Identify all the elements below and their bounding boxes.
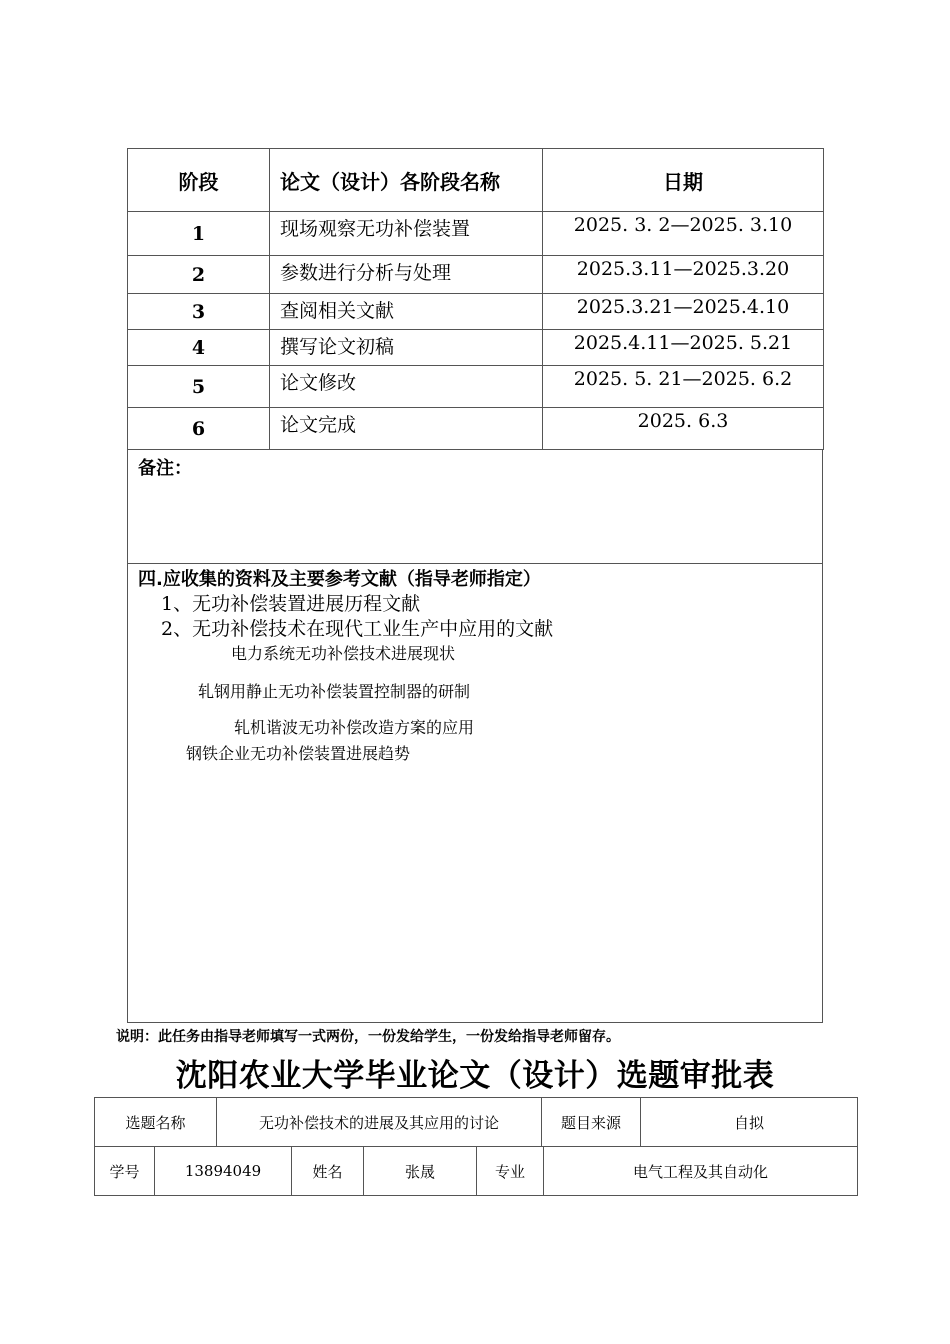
stage-number: 4 xyxy=(128,330,270,366)
stage-number: 1 xyxy=(128,212,270,256)
topic-label: 选题名称 xyxy=(95,1098,217,1147)
table-row xyxy=(128,256,824,294)
student-id-value: 13894049 xyxy=(155,1147,292,1196)
table-row xyxy=(128,330,824,366)
student-name-value: 张晟 xyxy=(364,1147,477,1196)
student-id-label: 学号 xyxy=(95,1147,155,1196)
stage-name: 参数进行分析与处理 xyxy=(270,256,543,294)
reference-item: 1、无功补偿装置进展历程文献 xyxy=(161,593,421,615)
stage-name: 撰写论文初稿 xyxy=(270,330,543,366)
schedule-table xyxy=(127,148,824,450)
stage-number: 5 xyxy=(128,366,270,408)
stage-name: 现场观察无功补偿装置 xyxy=(270,212,543,256)
stage-date: 2025.3.11—2025.3.20 xyxy=(543,256,824,294)
student-name-label: 姓名 xyxy=(292,1147,364,1196)
major-value: 电气工程及其自动化 xyxy=(544,1147,858,1196)
approval-table-row2 xyxy=(94,1146,858,1196)
stage-date: 2025.3.21—2025.4.10 xyxy=(543,294,824,330)
reference-item: 电力系统无功补偿技术进展现状 xyxy=(231,644,456,663)
approval-title: 沈阳农业大学毕业论文（设计）选题审批表 xyxy=(175,1058,775,1094)
table-row xyxy=(128,408,824,450)
reference-item: 轧钢用静止无功补偿装置控制器的研制 xyxy=(198,682,471,701)
schedule-header-row xyxy=(128,149,824,212)
form-note: 说明：此任务由指导老师填写一式两份，一份发给学生，一份发给指导老师留存。 xyxy=(116,1029,620,1045)
header-stage: 阶段 xyxy=(128,149,270,212)
stage-name: 论文修改 xyxy=(270,366,543,408)
table-row xyxy=(128,294,824,330)
header-stage-name: 论文（设计）各阶段名称 xyxy=(270,149,543,212)
stage-date: 2025.4.11—2025. 5.21 xyxy=(543,330,824,366)
source-value: 自拟 xyxy=(641,1098,858,1147)
references-box xyxy=(127,563,823,1023)
remarks-box xyxy=(127,449,823,564)
stage-name: 查阅相关文献 xyxy=(270,294,543,330)
reference-item: 轧机谐波无功补偿改造方案的应用 xyxy=(234,718,475,737)
approval-table-row1 xyxy=(94,1097,858,1147)
topic-value: 无功补偿技术的进展及其应用的讨论 xyxy=(217,1098,542,1147)
table-row xyxy=(128,212,824,256)
table-row xyxy=(128,366,824,408)
major-label: 专业 xyxy=(477,1147,544,1196)
reference-item: 2、无功补偿技术在现代工业生产中应用的文献 xyxy=(161,618,554,640)
references-heading: 四.应收集的资料及主要参考文献（指导老师指定） xyxy=(138,569,541,590)
reference-item: 钢铁企业无功补偿装置进展趋势 xyxy=(186,744,411,763)
stage-date: 2025. 3. 2—2025. 3.10 xyxy=(543,212,824,256)
source-label: 题目来源 xyxy=(542,1098,641,1147)
stage-name: 论文完成 xyxy=(270,408,543,450)
stage-date: 2025. 6.3 xyxy=(543,408,824,450)
stage-number: 2 xyxy=(128,256,270,294)
remarks-label: 备注： xyxy=(138,458,192,479)
stage-number: 6 xyxy=(128,408,270,450)
header-date: 日期 xyxy=(543,149,824,212)
stage-number: 3 xyxy=(128,294,270,330)
stage-date: 2025. 5. 21—2025. 6.2 xyxy=(543,366,824,408)
